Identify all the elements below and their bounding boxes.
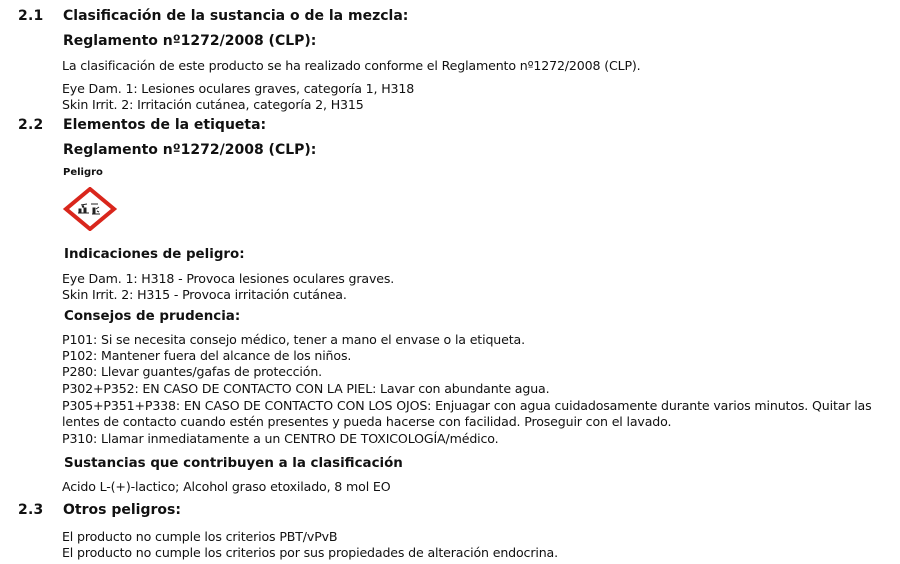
section-number: 2.2 — [18, 117, 44, 133]
precautionary-statement: P280: Llevar guantes/gafas de protección. — [62, 364, 323, 379]
precautionary-statement: P305+P351+P338: EN CASO DE CONTACTO CON LOS OJOS: Enjuagar con agua cuidadosamente durante varios minutos. Quitar las — [62, 398, 872, 413]
precautionary-title: Consejos de prudencia: — [64, 309, 241, 324]
classification-item: Skin Irrit. 2: Irritación cutánea, categoría 2, H315 — [62, 97, 364, 112]
hazard-statements-title: Indicaciones de peligro: — [64, 247, 245, 262]
precautionary-statement: P302+P352: EN CASO DE CONTACTO CON LA PIEL: Lavar con abundante agua. — [62, 381, 550, 396]
hazard-statement: Skin Irrit. 2: H315 - Provoca irritación cutánea. — [62, 287, 347, 302]
precautionary-statement: P101: Si se necesita consejo médico, tener a mano el envase o la etiqueta. — [62, 332, 525, 347]
section-title: Otros peligros: — [63, 502, 181, 518]
regulation-heading: Reglamento nº1272/2008 (CLP): — [63, 33, 317, 49]
contributing-substances-title: Sustancias que contribuyen a la clasificación — [64, 456, 403, 471]
classification-item: Eye Dam. 1: Lesiones oculares graves, categoría 1, H318 — [62, 81, 415, 96]
hazard-statement: Eye Dam. 1: H318 - Provoca lesiones oculares graves. — [62, 271, 395, 286]
precautionary-statement: P310: Llamar inmediatamente a un CENTRO DE TOXICOLOGÍA/médico. — [62, 431, 499, 446]
section-number: 2.1 — [18, 8, 44, 24]
section-title: Clasificación de la sustancia o de la mezcla: — [63, 8, 409, 24]
classification-intro: La clasificación de este producto se ha realizado conforme el Reglamento nº1272/2008 (CLP). — [62, 58, 641, 73]
other-hazard-statement: El producto no cumple los criterios PBT/vPvB — [62, 529, 338, 544]
other-hazard-statement: El producto no cumple los criterios por sus propiedades de alteración endocrina. — [62, 545, 558, 560]
ghs05-corrosion-icon — [62, 187, 118, 231]
section-title: Elementos de la etiqueta: — [63, 117, 267, 133]
regulation-heading: Reglamento nº1272/2008 (CLP): — [63, 142, 317, 158]
contributing-substances: Acido L-(+)-lactico; Alcohol graso etoxilado, 8 mol EO — [62, 479, 391, 494]
section-number: 2.3 — [18, 502, 44, 518]
precautionary-statement: P102: Mantener fuera del alcance de los niños. — [62, 348, 352, 363]
precautionary-statement-continued: lentes de contacto cuando estén presentes y pueda hacerse con facilidad. Proseguir con el lavado. — [62, 414, 672, 429]
signal-word: Peligro — [63, 167, 103, 178]
